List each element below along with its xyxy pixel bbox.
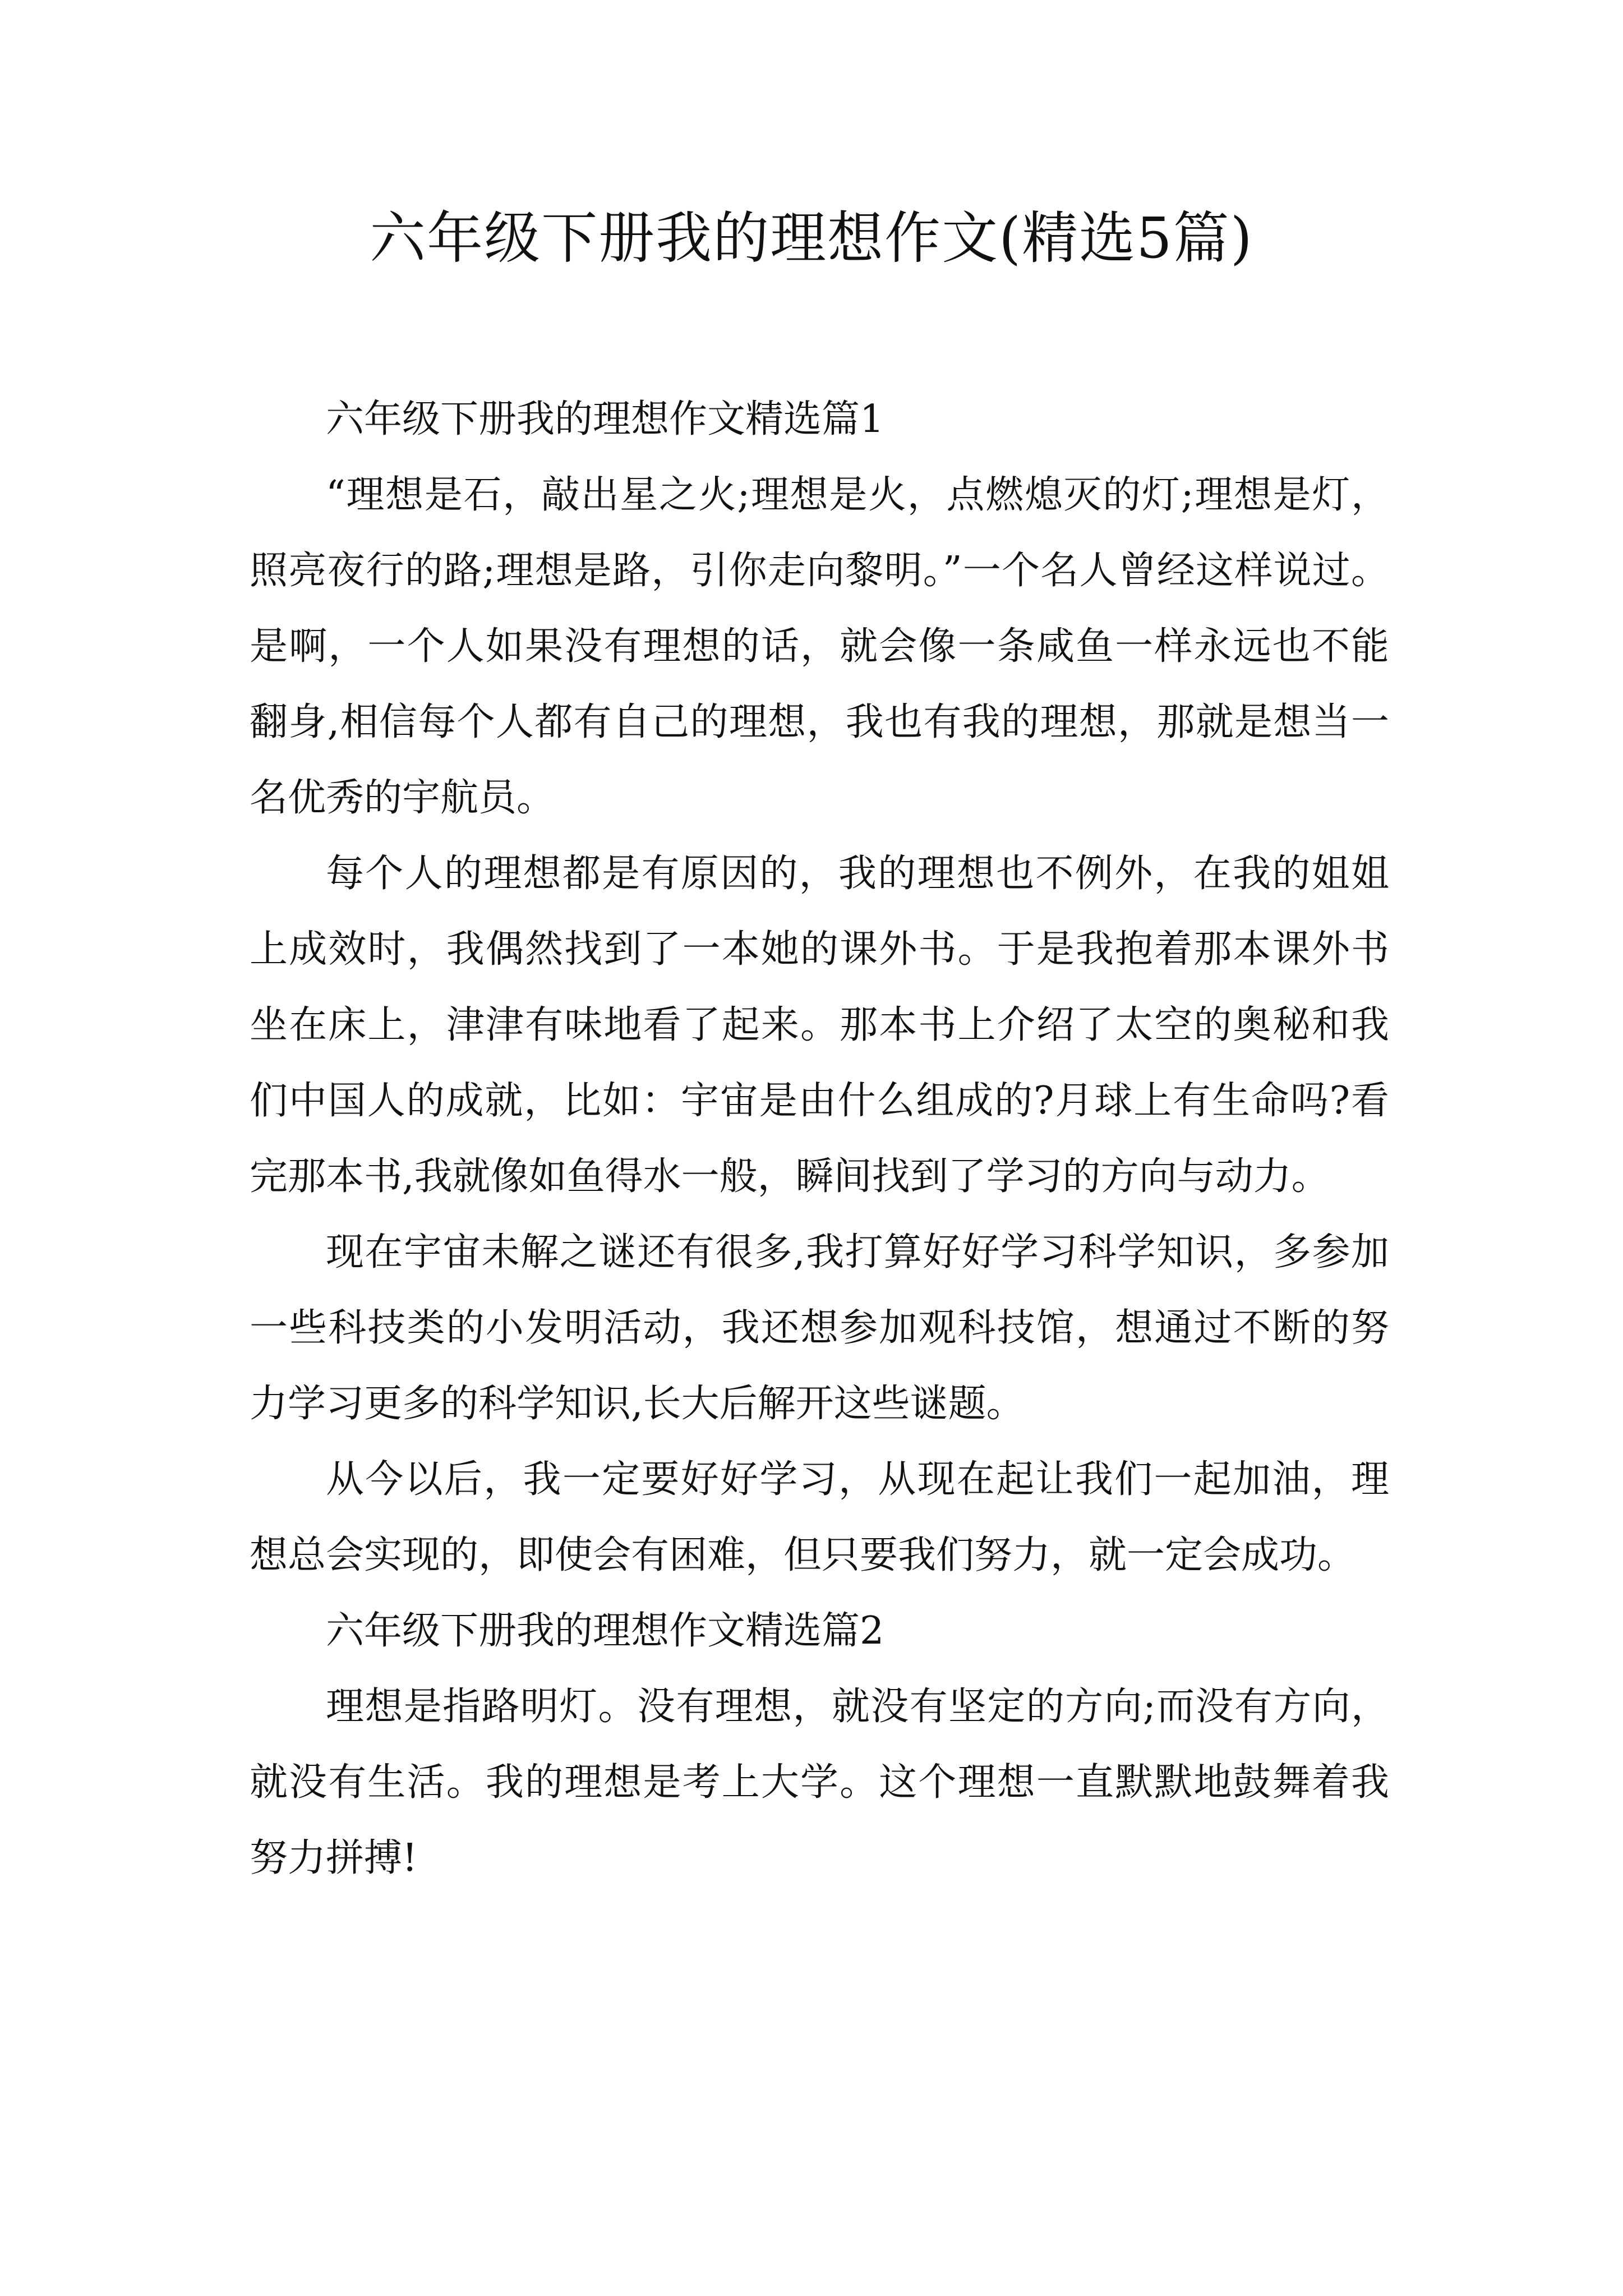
paragraph: 理想是指路明灯。没有理想，就没有坚定的方向;而没有方向，就没有生活。我的理想是考上大学。这个理想一直默默地鼓舞着我努力拼搏! (250, 1685, 1389, 1880)
section-heading-2: 六年级下册我的理想作文精选篇2 (326, 1609, 884, 1653)
document-body (250, 381, 1389, 1896)
paragraph: 从今以后，我一定要好好学习，从现在起让我们一起加油，理想总会实现的，即使会有困难，但只要我们努力，就一定会成功。 (250, 1457, 1389, 1577)
document-title: 六年级下册我的理想作文(精选5篇) (370, 205, 1253, 271)
paragraph: “理想是石，敲出星之火;理想是火，点燃熄灭的灯;理想是灯，照亮夜行的路;理想是路，引你走向黎明。”一个名人曾经这样说过。是啊，一个人如果没有理想的话，就会像一条咸鱼一样永远也不能翻身,相信每个人都有自己的理想，我也有我的理想，那就是想当一名优秀的宇航员。 (250, 473, 1389, 820)
paragraph: 现在宇宙未解之谜还有很多,我打算好好学习科学知识，多参加一些科技类的小发明活动，我还想参加观科技馆，想通过不断的努力学习更多的科学知识,长大后解开这些谜题。 (250, 1230, 1389, 1426)
section-heading-1: 六年级下册我的理想作文精选篇1 (326, 397, 884, 441)
paragraph: 每个人的理想都是有原因的，我的理想也不例外，在我的姐姐上成效时，我偶然找到了一本她的课外书。于是我抱着那本课外书坐在床上，津津有味地看了起来。那本书上介绍了太空的奥秘和我们中国人的成就，比如：宇宙是由什么组成的?月球上有生命吗?看完那本书,我就像如鱼得水一般，瞬间找到了学习的方向与动力。 (250, 852, 1389, 1199)
